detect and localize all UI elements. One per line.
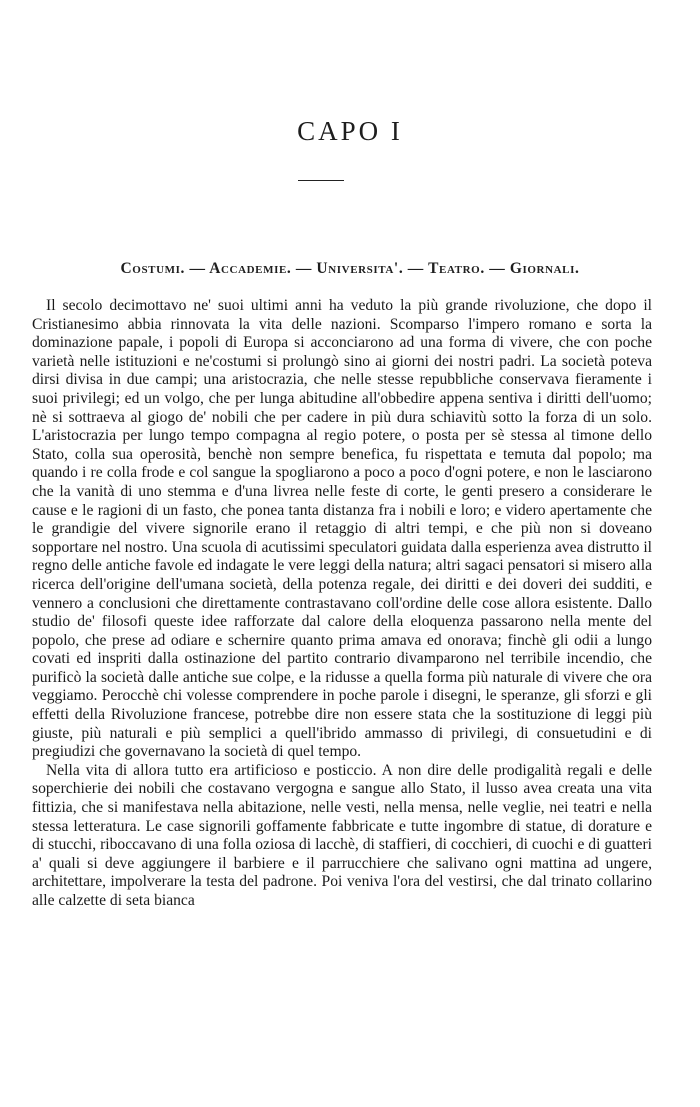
paragraph: Il secolo decimottavo ne' suoi ultimi anni ha veduto la più grande rivoluzione, che dopo il Cristianesimo abbia rinnovata la vita delle nazioni. Scomparso l'impero romano e sorta la dominazione papale, i popoli di Europa si acconciarono ad una forma di vivere, che con poche varietà nelle istituzioni e ne'costumi si prolungò sino ai giorni dei nostri padri. La società poteva dirsi divisa in due campi; una aristocrazia, che nelle stesse repubbliche conservava fieramente i suoi privilegi; ed un volgo, che per lunga abitudine all'obbedire appena sentiva i diritti dell'uomo; nè si sottraeva al giogo de' nobili che per cadere in più dura schiavitù sotto la forza di un solo. L'aristocrazia per lungo tempo compagna al regio potere, o posta per sè stessa al timone dello Stato, colla sua operosità, benchè non sempre benefica, fu rispettata e temuta dal popolo; ma quando i re colla frode e col sangue la spogliarono a poco a poco d'ogni potere, e non le lasciarono che la vanità di uno stemma e d'una livrea nelle feste di corte, le genti presero a considerare le cause e le ragioni di un fasto, che ponea tanta distanza fra i nobili e loro; e videro apertamente che le grandigie del vivere signorile erano il retaggio di altri tempi, e che più non si doveano sopportare nel nostro. Una scuola di acutissimi speculatori guidata dalla esperienza avea distrutto il regno delle antiche favole ed indagate le vere leggi della natura; altri sagaci pensatori si misero alla ricerca dell'origine dell'umana società, della potenza regale, dei diritti e dei doveri dei sudditi, e vennero a conclusioni che direttamente contrastavano coll'ordine delle cose allora esistente. Dallo studio de' filosofi queste idee rafforzate dal calore della eloquenza passarono nella mente del popolo, che prese ad odiare e schernire quanto prima amava ed onorava; finchè gli odii a lungo covati ed inspriti dalla ostinazione del partito contrario divamparono nel terribile incendio, che purificò la società dalle antiche sue colpe, e la ridusse a quella forma più naturale di vivere che ora veggiamo. Perocchè chi volesse comprendere in poche parole i disegni, le speranze, gli sforzi e gli effetti della Rivoluzione francese, potrebbe dire non essere stata che la sostituzione di leggi più giuste, più naturali e più semplici a quell'ibrido ammasso di privilegi, di consuetudini e di pregiudizi che governavano la società di quel tempo. [32, 297, 652, 761]
chapter-body [32, 297, 652, 911]
paragraph: Nella vita di allora tutto era artificioso e posticcio. A non dire delle prodigalità regali e delle soperchierie dei nobili che costavano vergogna e sangue allo Stato, il lusso avea creata una vita fittizia, che si manifestava nella abitazione, nelle vesti, nella mensa, nelle veglie, nei teatri e nella stessa letteratura. Le case signorili goffamente fabbricate e tutte ingombre di statue, di dorature e di stucchi, riboccavano di una folla oziosa di lacchè, di staffieri, di cocchieri, di cuochi e di guatteri a' quali si deve aggiungere il barbiere e il parrucchiere che salivano ogni mattina ad ungere, architettare, impolverare la testa del padrone. Poi veniva l'ora del vestirsi, che dal trinato collarino alle calzette di seta bianca [32, 761, 652, 909]
title-divider [298, 180, 344, 181]
chapter-title: CAPO I [297, 116, 403, 146]
chapter-summary: Costumi. — Accademie. — Universita'. — Teatro. — Giornali. [120, 260, 580, 277]
